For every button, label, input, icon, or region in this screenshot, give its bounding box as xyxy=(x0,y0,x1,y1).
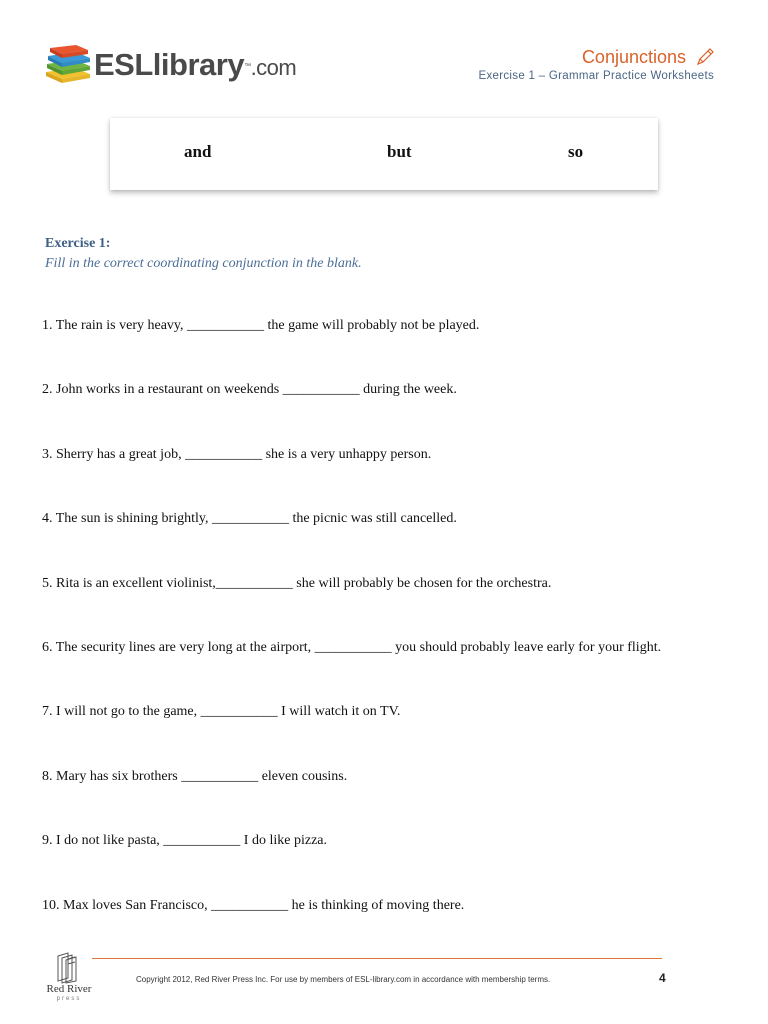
stacked-books-icon xyxy=(44,42,92,90)
copyright-notice: Copyright 2012, Red River Press Inc. For use by members of ESL-library.com in accordance with membership terms. xyxy=(136,975,551,984)
question-item: 8. Mary has six brothers ___________ eleven cousins. xyxy=(42,768,348,784)
question-item: 4. The sun is shining brightly, ___________ the picnic was still cancelled. xyxy=(42,511,457,527)
question-item: 3. Sherry has a great job, ___________ she is a very unhappy person. xyxy=(42,446,432,462)
question-item: 1. The rain is very heavy, ___________ the game will probably not be played. xyxy=(42,318,480,333)
word-bank-item: but xyxy=(387,142,412,161)
question-item: 10. Max loves San Francisco, ___________ he is thinking of moving there. xyxy=(42,897,465,913)
worksheet-subtitle: Exercise 1 – Grammar Practice Worksheets xyxy=(478,70,714,82)
exercise-instruction: Fill in the correct coordinating conjunction in the blank. xyxy=(45,256,362,271)
page-number: 4 xyxy=(659,971,666,985)
publisher-name: Red River xyxy=(46,983,92,995)
red-river-press-logo xyxy=(44,950,94,1008)
question-item: 6. The security lines are very long at the airport, ___________ you should probably leave early for your flight. xyxy=(42,639,662,655)
worksheet-title: Conjunctions xyxy=(581,46,686,67)
logo-wordmark: ESLlibrary™.com xyxy=(94,47,297,82)
word-bank-item: and xyxy=(184,142,212,161)
question-item: 5. Rita is an excellent violinist,___________ she will probably be chosen for the orchestra. xyxy=(42,575,552,591)
publisher-sub: press xyxy=(56,996,82,1002)
pencil-icon xyxy=(694,46,716,68)
question-item: 7. I will not go to the game, ___________ I will watch it on TV. xyxy=(42,704,401,720)
question-item: 9. I do not like pasta, ___________ I do like pizza. xyxy=(42,833,327,849)
footer-divider xyxy=(92,958,662,959)
worksheet-header xyxy=(479,46,716,82)
word-bank-item: so xyxy=(568,142,584,161)
word-bank-box xyxy=(110,118,658,190)
book-pages-icon xyxy=(44,950,94,984)
question-item: 2. John works in a restaurant on weekends ___________ during the week. xyxy=(42,382,457,398)
esl-library-logo xyxy=(44,42,297,92)
exercise-title: Exercise 1: xyxy=(45,236,111,251)
question-list xyxy=(42,318,742,962)
